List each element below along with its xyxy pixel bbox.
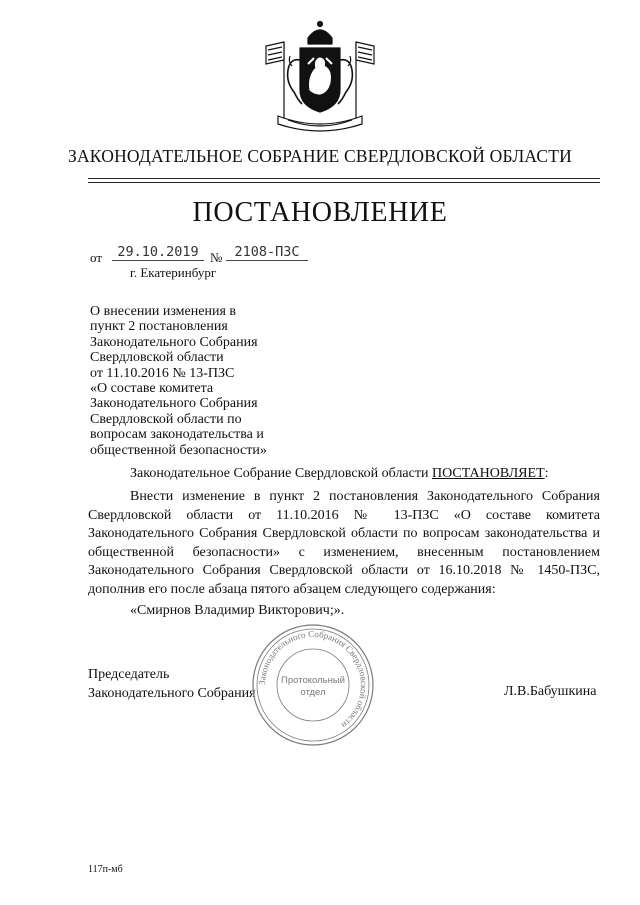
date-prefix: от — [90, 250, 103, 265]
quote-paragraph: «Смирнов Владимир Викторович;». — [130, 603, 345, 618]
preamble-verb: ПОСТАНОВЛЯЕТ — [431, 466, 545, 481]
subject-line: от 11.10.2016 № 13-ПЗС — [90, 365, 235, 381]
header-rule-thin — [88, 182, 600, 183]
body-paragraph: Внести изменение в пункт 2 постановления Законодательного Собрания Свердловской области от 11.10.2016 № 13-ПЗС «О составе комитета Законодательного Собрания Свердловской области по вопросам законодательства и общественной безопасности» с изменением, внесенным постановлением Законодательного Собрания Свердловской области от 16.10.2018 № 1450-ПЗС, дополнив его после абзаца пятого абзацем следующего содержания: — [88, 489, 600, 597]
document-number: 2108-ПЗС — [226, 244, 308, 261]
signatory-title-line1: Председатель — [88, 667, 170, 682]
subject-line: пункт 2 постановления — [90, 319, 228, 335]
subject-line: О внесении изменения в — [90, 304, 236, 319]
subject-line: Законодательного Собрания — [90, 334, 258, 350]
number-prefix: № — [210, 250, 223, 265]
signatory-name: Л.В.Бабушкина — [504, 684, 597, 699]
subject-line: вопросам законодательства и — [90, 427, 264, 443]
signatory-title — [88, 666, 256, 703]
document-type-title: ПОСТАНОВЛЕНИЕ — [192, 197, 448, 228]
subject-line: Законодательного Собрания — [90, 396, 258, 412]
footer-code: 117п-мб — [88, 864, 123, 875]
subject-line: «О составе комитета — [90, 381, 214, 397]
document-date: 29.10.2019 — [112, 244, 204, 261]
coat-of-arms-icon — [258, 20, 382, 134]
organization-title: ЗАКОНОДАТЕЛЬНОЕ СОБРАНИЕ СВЕРДЛОВСКОЙ ОБЛАСТИ — [68, 146, 572, 166]
stamp-center-line1: Протокольный — [281, 675, 345, 686]
header-rule-thick — [88, 178, 600, 179]
signatory-title-line2: Законодательного Собрания — [88, 685, 256, 701]
subject-line: общественной безопасности» — [90, 442, 267, 458]
preamble-end: : — [544, 466, 549, 481]
stamp-ring-text: Законодательного Собрания Свердловской области — [256, 628, 370, 731]
preamble-text: Законодательное Собрание Свердловской области — [130, 466, 429, 481]
stamp-seal — [248, 620, 378, 750]
subject-line: Свердловской области — [90, 350, 224, 366]
subject-line: Свердловской области по — [90, 411, 242, 427]
city-label: г. Екатеринбург — [130, 265, 217, 280]
document-subject — [90, 304, 320, 458]
preamble-paragraph — [88, 465, 600, 484]
stamp-center-line2: отдел — [300, 687, 326, 698]
